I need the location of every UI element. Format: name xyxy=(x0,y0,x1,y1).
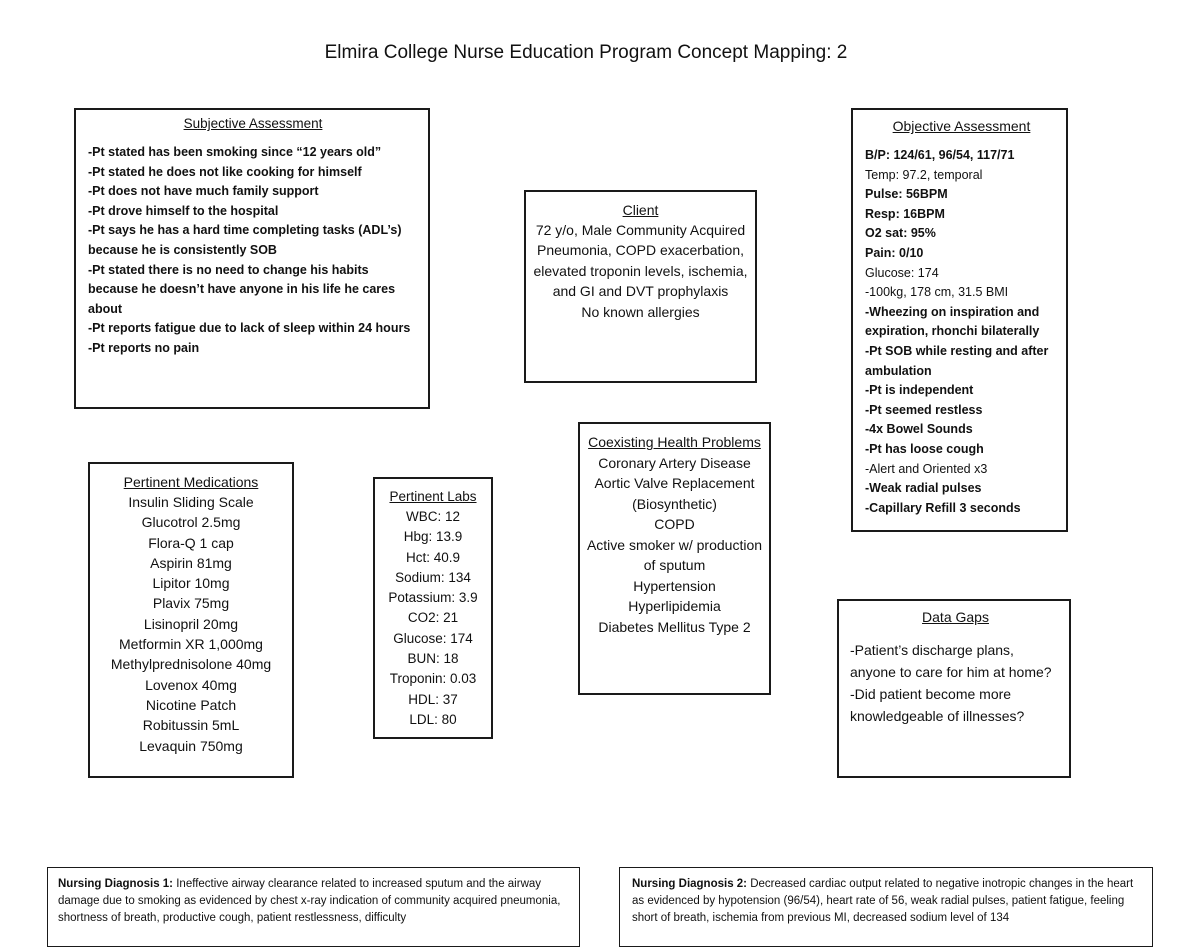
data-gaps-box xyxy=(837,599,1071,778)
list-item: Troponin: 0.03 xyxy=(389,671,477,687)
data-gaps-heading: Data Gaps xyxy=(922,609,989,625)
list-item: -Pt stated he does not like cooking for himself xyxy=(88,164,362,179)
subjective-assessment-list xyxy=(88,143,418,359)
list-item: -Did patient become more knowledgeable of illnesses? xyxy=(850,686,1025,724)
list-item: Active smoker w/ production of sputum xyxy=(586,536,763,573)
client-allergies: No known allergies xyxy=(581,303,700,320)
list-item: Sodium: 134 xyxy=(395,569,471,585)
client-heading: Client xyxy=(622,202,659,218)
list-item: -Pt says he has a hard time completing tasks (ADL’s) because he is consistently SOB xyxy=(88,223,402,257)
list-item: -Pt SOB while resting and after ambulation xyxy=(865,343,1049,378)
nursing-diagnosis-2-box xyxy=(619,867,1153,947)
list-item: -Pt reports fatigue due to lack of sleep within 24 hours xyxy=(88,321,411,336)
nursing-diagnosis-2-text: Decreased cardiac output related to negative inotropic changes in the heart as evidenced by hypotension (96/54), heart rate of 56, weak radial pulses, patient fatigue, feeling short of breath, ischemia from previous MI, decreased sodium level of 134 xyxy=(632,878,1134,924)
list-item: Hct: 40.9 xyxy=(405,549,461,565)
list-item: -Pt drove himself to the hospital xyxy=(88,203,279,218)
objective-assessment-box xyxy=(851,108,1068,532)
list-item: -Pt is independent xyxy=(865,383,974,398)
client-description: 72 y/o, Male Community Acquired Pneumonia, COPD exacerbation, elevated troponin levels, ischemia, and GI and DVT prophylaxis xyxy=(533,222,748,300)
coexisting-health-problems-heading: Coexisting Health Problems xyxy=(588,434,761,450)
list-item: -100kg, 178 cm, 31.5 BMI xyxy=(865,285,1009,300)
list-item: Glucose: 174 xyxy=(393,630,473,646)
list-item: -Pt has loose cough xyxy=(865,441,984,456)
pertinent-medications-heading: Pertinent Medications xyxy=(123,474,259,490)
subjective-assessment-box xyxy=(74,108,430,409)
nursing-diagnosis-1-box xyxy=(47,867,580,947)
list-item: Lisinopril 20mg xyxy=(143,615,239,632)
nursing-diagnosis-2-paragraph xyxy=(632,876,1142,927)
subjective-assessment-heading: Subjective Assessment xyxy=(183,116,323,131)
list-item: Diabetes Mellitus Type 2 xyxy=(598,618,751,635)
list-item: Methylprednisolone 40mg xyxy=(110,656,272,673)
objective-assessment-heading: Objective Assessment xyxy=(892,118,1031,134)
list-item: Metformin XR 1,000mg xyxy=(119,636,263,653)
nursing-diagnosis-1-text: Ineffective airway clearance related to increased sputum and the airway damage due to smoking as evidenced by chest x-ray indication of community acquired pneumonia, shortness of breath, productive cough, patient restlessness, difficulty xyxy=(58,878,561,924)
data-gaps-list xyxy=(850,639,1061,727)
list-item: -Pt does not have much family support xyxy=(88,184,319,199)
list-item: -Capillary Refill 3 seconds xyxy=(865,500,1021,515)
nursing-diagnosis-1-label: Nursing Diagnosis 1: xyxy=(58,878,174,890)
list-item: -Patient’s discharge plans, anyone to care for him at home? xyxy=(850,642,1052,680)
list-item: Insulin Sliding Scale xyxy=(128,494,254,510)
list-item: LDL: 80 xyxy=(409,711,457,727)
nursing-diagnosis-2-label: Nursing Diagnosis 2: xyxy=(632,878,748,890)
pertinent-labs-box xyxy=(373,477,493,739)
pertinent-medications-box xyxy=(88,462,294,778)
list-item: Hbg: 13.9 xyxy=(403,529,463,545)
labs-list xyxy=(379,507,487,730)
list-item: Aspirin 81mg xyxy=(150,554,232,571)
list-item: Glucose: 174 xyxy=(865,265,939,280)
list-item: Lipitor 10mg xyxy=(152,575,230,592)
list-item: Lovenox 40mg xyxy=(145,676,237,693)
list-item: COPD xyxy=(654,516,695,532)
list-item: -Wheezing on inspiration and expiration, rhonchi bilaterally xyxy=(865,304,1040,339)
page-title: Elmira College Nurse Education Program Concept Mapping: 2 xyxy=(324,42,848,63)
coexisting-health-problems-box xyxy=(578,422,771,695)
pertinent-labs-heading: Pertinent Labs xyxy=(389,489,477,504)
list-item: -4x Bowel Sounds xyxy=(865,422,973,437)
list-item: Levaquin 750mg xyxy=(139,737,243,754)
list-item: Pulse: 56BPM xyxy=(865,187,948,202)
list-item: Nicotine Patch xyxy=(145,696,237,713)
list-item: Flora-Q 1 cap xyxy=(148,534,234,551)
coexisting-problems-list xyxy=(584,453,765,638)
list-item: Hypertension xyxy=(633,577,716,594)
list-item: -Pt stated there is no need to change his habits because he doesn’t have anyone in his life he cares about xyxy=(88,262,396,316)
list-item: WBC: 12 xyxy=(405,509,460,524)
list-item: Plavix 75mg xyxy=(152,595,230,612)
list-item: -Alert and Oriented x3 xyxy=(865,461,988,476)
list-item: -Pt reports no pain xyxy=(88,340,200,355)
list-item: BUN: 18 xyxy=(407,651,459,667)
list-item: O2 sat: 95% xyxy=(865,226,936,241)
medications-list xyxy=(94,492,288,756)
list-item: Robitussin 5mL xyxy=(142,717,240,734)
list-item: Hyperlipidemia xyxy=(628,598,721,614)
list-item: Potassium: 3.9 xyxy=(388,590,478,606)
list-item: -Weak radial pulses xyxy=(865,481,982,496)
list-item: -Pt stated has been smoking since “12 years old” xyxy=(88,145,382,159)
objective-assessment-list xyxy=(865,146,1058,518)
list-item: HDL: 37 xyxy=(408,691,458,707)
nursing-diagnosis-1-paragraph xyxy=(58,876,569,927)
list-item: Coronary Artery Disease xyxy=(598,454,751,471)
list-item: Pain: 0/10 xyxy=(865,245,924,260)
client-box xyxy=(524,190,757,383)
list-item: Resp: 16BPM xyxy=(865,206,945,221)
list-item: B/P: 124/61, 96/54, 117/71 xyxy=(865,148,1015,162)
list-item: Glucotrol 2.5mg xyxy=(141,514,241,531)
list-item: Aortic Valve Replacement (Biosynthetic) xyxy=(594,475,755,512)
list-item: Temp: 97.2, temporal xyxy=(865,167,983,182)
list-item: CO2: 21 xyxy=(407,610,459,626)
list-item: -Pt seemed restless xyxy=(865,402,983,417)
